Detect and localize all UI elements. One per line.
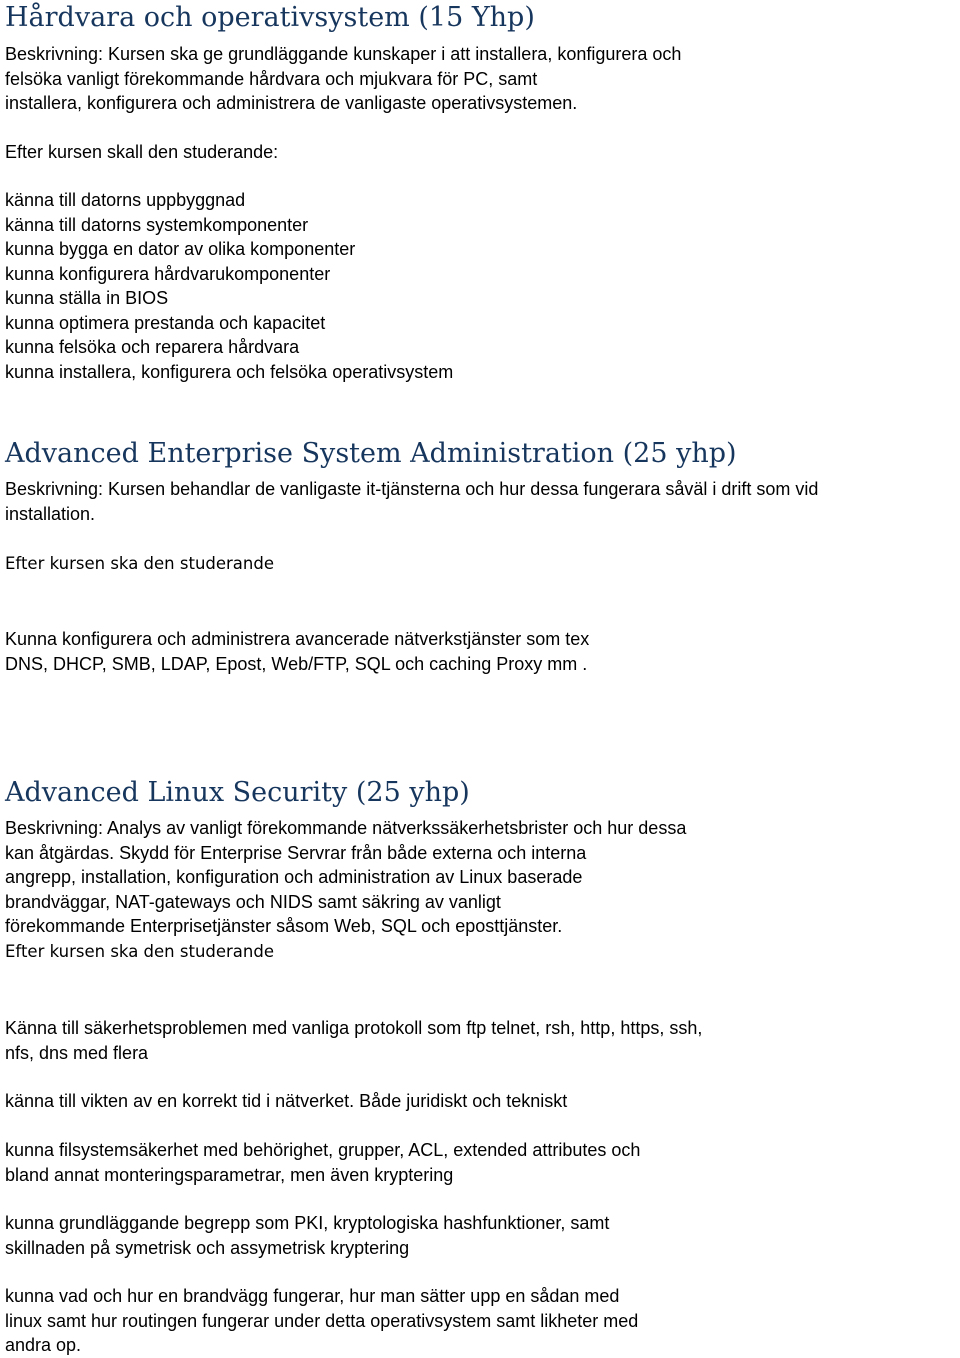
description-line: felsöka vanligt förekommande hårdvara och mjukvara för PC, samt bbox=[5, 68, 538, 89]
section-description-enterprise bbox=[5, 477, 818, 526]
description-line: Beskrivning: Kursen ska ge grundläggande kunskaper i att installera, konfigurera och bbox=[5, 44, 682, 64]
description-line: Beskrivning: Kursen behandlar de vanligaste it-tjänsterna och hur dessa fungerara såväl i drift som vid bbox=[5, 479, 819, 499]
outcomes-intro-linux-security: Efter kursen ska den studerande bbox=[5, 942, 275, 961]
outcomes-intro-enterprise: Efter kursen ska den studerande bbox=[5, 554, 275, 573]
outcome-line: DNS, DHCP, SMB, LDAP, Epost, Web/FTP, SQL och caching Proxy mm . bbox=[5, 653, 588, 674]
outcome-line: skillnaden på symetrisk och assymetrisk kryptering bbox=[5, 1237, 410, 1258]
outcome-line: kunna vad och hur en brandvägg fungerar, hur man sätter upp en sådan med bbox=[5, 1286, 620, 1306]
outcome-paragraph bbox=[5, 1211, 609, 1260]
outcome-line: kunna filsystemsäkerhet med behörighet, grupper, ACL, extended attributes och bbox=[5, 1140, 641, 1160]
outcome-item: kunna konfigurera hårdvarukomponenter bbox=[5, 263, 331, 284]
outcome-paragraph bbox=[5, 1284, 638, 1358]
section-heading-linux-security: Advanced Linux Security (25 yhp) bbox=[5, 777, 470, 808]
outcomes-enterprise bbox=[5, 627, 589, 676]
outcome-item: känna till datorns systemkomponenter bbox=[5, 214, 309, 235]
description-line: brandväggar, NAT-gateways och NIDS samt säkring av vanligt bbox=[5, 891, 501, 912]
outcome-paragraph bbox=[5, 1089, 567, 1114]
section-heading-enterprise: Advanced Enterprise System Administration (25 yhp) bbox=[5, 438, 737, 469]
outcomes-list-hardvara bbox=[5, 188, 453, 384]
outcome-line: Känna till säkerhetsproblemen med vanliga protokoll som ftp telnet, rsh, http, https, ssh, bbox=[5, 1018, 703, 1038]
outcome-line: linux samt hur routingen fungerar under detta operativsystem samt likheter med bbox=[5, 1310, 639, 1331]
description-line: installera, konfigurera och administrera de vanligaste operativsystemen. bbox=[5, 93, 578, 113]
description-line: förekommande Enterprisetjänster såsom Web, SQL och eposttjänster. bbox=[5, 916, 563, 936]
description-line: Beskrivning: Analys av vanligt förekommande nätverkssäkerhetsbrister och hur dessa bbox=[5, 818, 687, 838]
outcome-item: kunna ställa in BIOS bbox=[5, 288, 169, 308]
outcomes-intro-hardvara: Efter kursen skall den studerande: bbox=[5, 142, 279, 162]
section-description-linux-security bbox=[5, 816, 686, 939]
outcome-line: Kunna konfigurera och administrera avancerade nätverkstjänster som tex bbox=[5, 629, 590, 649]
description-line: angrepp, installation, konfiguration och administration av Linux baserade bbox=[5, 867, 583, 887]
outcome-item: kunna installera, konfigurera och felsöka operativsystem bbox=[5, 361, 454, 382]
outcome-line: andra op. bbox=[5, 1335, 82, 1355]
section-heading-hardvara: Hårdvara och operativsystem (15 Yhp) bbox=[5, 2, 535, 33]
section-description-hardvara bbox=[5, 42, 681, 116]
outcome-item: kunna felsöka och reparera hårdvara bbox=[5, 337, 300, 357]
description-line: installation. bbox=[5, 503, 96, 524]
outcome-paragraph bbox=[5, 1016, 702, 1065]
outcome-item: kunna bygga en dator av olika komponenter bbox=[5, 239, 356, 259]
outcome-line: bland annat monteringsparametrar, men även kryptering bbox=[5, 1164, 454, 1185]
outcome-paragraph bbox=[5, 1138, 640, 1187]
description-line: kan åtgärdas. Skydd för Enterprise Servrar från både externa och interna bbox=[5, 842, 587, 863]
outcome-item: kunna optimera prestanda och kapacitet bbox=[5, 312, 326, 333]
outcome-line: känna till vikten av en korrekt tid i nätverket. Både juridiskt och tekniskt bbox=[5, 1091, 568, 1111]
outcome-item: känna till datorns uppbyggnad bbox=[5, 190, 246, 210]
outcome-line: nfs, dns med flera bbox=[5, 1042, 149, 1063]
outcome-line: kunna grundläggande begrepp som PKI, kryptologiska hashfunktioner, samt bbox=[5, 1213, 610, 1233]
